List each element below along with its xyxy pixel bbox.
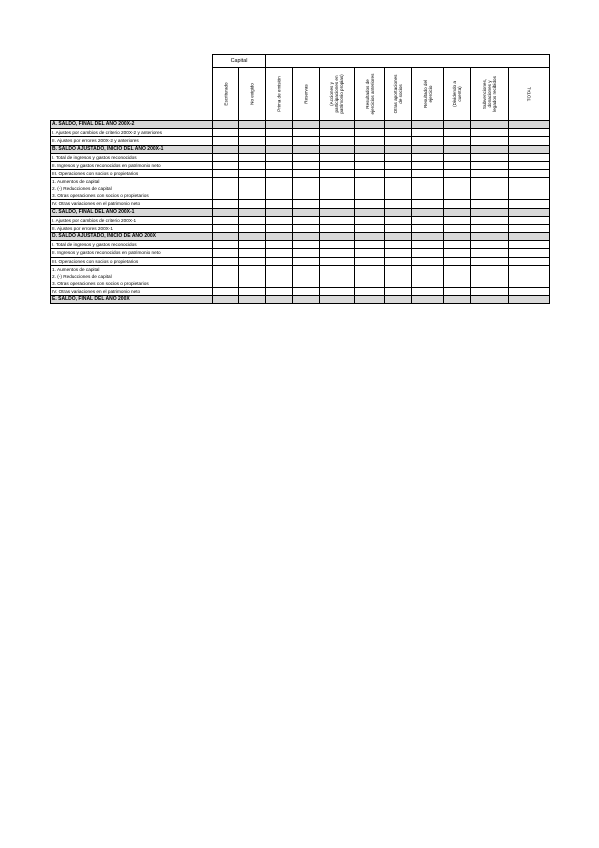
value-cell	[385, 296, 412, 304]
value-cell	[444, 129, 471, 137]
value-cell	[412, 249, 444, 257]
value-cell	[509, 137, 550, 145]
value-cell	[213, 153, 239, 161]
value-cell	[293, 257, 320, 265]
value-cell	[385, 170, 412, 178]
value-cell	[471, 233, 509, 241]
value-cell	[213, 287, 239, 295]
value-cell	[293, 153, 320, 161]
value-cell	[412, 257, 444, 265]
value-cell	[412, 161, 444, 169]
row-label: IV. Otras variaciones en el patrimonio neto	[51, 200, 213, 208]
section-row	[51, 145, 550, 153]
column-header-label: No exigido	[249, 83, 255, 105]
value-cell	[293, 137, 320, 145]
value-cell	[509, 178, 550, 200]
value-cell	[444, 265, 471, 287]
value-cell	[444, 249, 471, 257]
value-cell	[385, 129, 412, 137]
table-row	[51, 178, 550, 200]
value-cell	[239, 170, 266, 178]
value-cell	[471, 145, 509, 153]
value-cell	[320, 296, 355, 304]
value-cell	[239, 216, 266, 224]
row-label: II. Ingresos y gastos reconocidos en patrimonio neto	[51, 161, 213, 169]
equity-table	[50, 54, 550, 304]
value-cell	[239, 241, 266, 249]
row-label: II. Ajustes por errores 200X-2 y anteriores	[51, 137, 213, 145]
row-label: II. Ingresos y gastos reconocidos en patrimonio neto	[51, 249, 213, 257]
value-cell	[293, 216, 320, 224]
row-label: C. SALDO, FINAL DEL AÑO 200X-1	[51, 208, 213, 216]
capital-group-header: Capital	[213, 55, 266, 68]
value-cell	[293, 145, 320, 153]
value-cell	[239, 249, 266, 257]
value-cell	[471, 287, 509, 295]
column-header-label: Otras aportaciones de socios	[392, 74, 403, 114]
value-cell	[320, 178, 355, 200]
table-row	[51, 170, 550, 178]
value-cell	[444, 137, 471, 145]
table-row	[51, 153, 550, 161]
value-cell	[471, 178, 509, 200]
value-cell	[355, 287, 385, 295]
value-cell	[266, 249, 293, 257]
value-cell	[355, 161, 385, 169]
value-cell	[320, 241, 355, 249]
header-blank-cell	[51, 68, 213, 121]
value-cell	[444, 153, 471, 161]
table-row	[51, 216, 550, 224]
value-cell	[355, 170, 385, 178]
value-cell	[355, 224, 385, 232]
value-cell	[385, 161, 412, 169]
row-label: B. SALDO AJUSTADO, INICIO DEL AÑO 200X-1	[51, 145, 213, 153]
value-cell	[266, 265, 293, 287]
value-cell	[239, 145, 266, 153]
value-cell	[385, 241, 412, 249]
value-cell	[293, 296, 320, 304]
table-body	[51, 121, 550, 304]
value-cell	[213, 137, 239, 145]
row-label: I. Total de ingresos y gastos reconocidos	[51, 153, 213, 161]
table-row	[51, 161, 550, 169]
table-row	[51, 200, 550, 208]
value-cell	[444, 287, 471, 295]
value-cell	[266, 208, 293, 216]
value-cell	[213, 200, 239, 208]
column-header	[412, 68, 444, 121]
value-cell	[213, 129, 239, 137]
value-cell	[471, 265, 509, 287]
value-cell	[239, 208, 266, 216]
column-header-label: Subvenciones, donaciones y legados recibidos	[481, 76, 498, 112]
value-cell	[509, 216, 550, 224]
value-cell	[213, 145, 239, 153]
value-cell	[239, 129, 266, 137]
value-cell	[412, 208, 444, 216]
table-row	[51, 224, 550, 232]
value-cell	[385, 200, 412, 208]
column-header-row	[51, 68, 550, 121]
value-cell	[509, 145, 550, 153]
value-cell	[509, 233, 550, 241]
column-header-label: (Acciones y participaciones en patrimonio propias)	[329, 74, 345, 114]
value-cell	[509, 200, 550, 208]
column-header	[385, 68, 412, 121]
value-cell	[213, 241, 239, 249]
value-cell	[509, 153, 550, 161]
value-cell	[412, 129, 444, 137]
value-cell	[444, 145, 471, 153]
value-cell	[320, 233, 355, 241]
value-cell	[320, 129, 355, 137]
column-header	[509, 68, 550, 121]
value-cell	[385, 216, 412, 224]
value-cell	[355, 153, 385, 161]
value-cell	[266, 153, 293, 161]
value-cell	[266, 137, 293, 145]
column-header-label: Prima de emisión	[276, 76, 282, 112]
value-cell	[239, 265, 266, 287]
value-cell	[471, 241, 509, 249]
header-capital-row	[51, 55, 550, 68]
value-cell	[266, 170, 293, 178]
value-cell	[412, 200, 444, 208]
value-cell	[509, 224, 550, 232]
value-cell	[293, 241, 320, 249]
value-cell	[320, 224, 355, 232]
value-cell	[266, 224, 293, 232]
value-cell	[293, 208, 320, 216]
value-cell	[320, 257, 355, 265]
value-cell	[471, 216, 509, 224]
value-cell	[385, 233, 412, 241]
column-header-label: TOTAL	[526, 86, 532, 102]
value-cell	[471, 200, 509, 208]
value-cell	[355, 216, 385, 224]
value-cell	[412, 216, 444, 224]
value-cell	[412, 265, 444, 287]
value-cell	[471, 224, 509, 232]
row-label: 1. Aumentos de capital 2. (-) Reducciones de capital 3. Otras operaciones con socios o propietarios	[51, 178, 213, 200]
value-cell	[509, 161, 550, 169]
value-cell	[320, 137, 355, 145]
row-label: I. Total de ingresos y gastos reconocidos	[51, 241, 213, 249]
value-cell	[266, 257, 293, 265]
section-row	[51, 233, 550, 241]
column-header	[213, 68, 239, 121]
value-cell	[509, 170, 550, 178]
value-cell	[293, 224, 320, 232]
value-cell	[385, 265, 412, 287]
value-cell	[266, 296, 293, 304]
value-cell	[444, 161, 471, 169]
value-cell	[293, 200, 320, 208]
value-cell	[213, 233, 239, 241]
value-cell	[355, 265, 385, 287]
value-cell	[471, 208, 509, 216]
value-cell	[213, 249, 239, 257]
value-cell	[444, 257, 471, 265]
row-label: III. Operaciones con socios o propietarios	[51, 257, 213, 265]
value-cell	[213, 265, 239, 287]
value-cell	[355, 208, 385, 216]
value-cell	[509, 208, 550, 216]
value-cell	[213, 161, 239, 169]
row-label: D. SALDO AJUSTADO, INICIO DE AÑO 200X	[51, 233, 213, 241]
value-cell	[320, 265, 355, 287]
value-cell	[213, 296, 239, 304]
value-cell	[412, 287, 444, 295]
value-cell	[412, 178, 444, 200]
column-header	[293, 68, 320, 121]
value-cell	[444, 296, 471, 304]
value-cell	[444, 233, 471, 241]
value-cell	[444, 178, 471, 200]
value-cell	[355, 249, 385, 257]
value-cell	[412, 145, 444, 153]
value-cell	[412, 296, 444, 304]
value-cell	[412, 241, 444, 249]
value-cell	[471, 170, 509, 178]
value-cell	[239, 296, 266, 304]
value-cell	[412, 153, 444, 161]
value-cell	[266, 145, 293, 153]
value-cell	[355, 129, 385, 137]
value-cell	[385, 249, 412, 257]
column-header	[355, 68, 385, 121]
value-cell	[412, 224, 444, 232]
row-label: E. SALDO, FINAL DEL AÑO 200X	[51, 296, 213, 304]
value-cell	[239, 153, 266, 161]
value-cell	[320, 208, 355, 216]
value-cell	[444, 208, 471, 216]
table-row	[51, 249, 550, 257]
table-row	[51, 287, 550, 295]
value-cell	[293, 161, 320, 169]
value-cell	[444, 241, 471, 249]
value-cell	[239, 178, 266, 200]
value-cell	[412, 170, 444, 178]
column-header	[239, 68, 266, 121]
table-row	[51, 265, 550, 287]
value-cell	[266, 241, 293, 249]
value-cell	[293, 265, 320, 287]
table-row	[51, 129, 550, 137]
value-cell	[385, 287, 412, 295]
value-cell	[266, 178, 293, 200]
value-cell	[266, 216, 293, 224]
value-cell	[471, 129, 509, 137]
value-cell	[471, 161, 509, 169]
value-cell	[385, 145, 412, 153]
value-cell	[385, 224, 412, 232]
value-cell	[385, 178, 412, 200]
value-cell	[385, 153, 412, 161]
value-cell	[355, 241, 385, 249]
value-cell	[509, 296, 550, 304]
value-cell	[320, 161, 355, 169]
row-label: 1. Aumentos de capital 2. (-) Reducciones de capital 3. Otras operaciones con socios o propietarios	[51, 265, 213, 287]
value-cell	[355, 257, 385, 265]
section-row	[51, 121, 550, 129]
value-cell	[266, 233, 293, 241]
value-cell	[355, 233, 385, 241]
value-cell	[320, 170, 355, 178]
column-header-label: Resultado del ejercicio	[422, 79, 433, 109]
value-cell	[239, 224, 266, 232]
value-cell	[213, 208, 239, 216]
column-header	[320, 68, 355, 121]
value-cell	[293, 287, 320, 295]
value-cell	[355, 200, 385, 208]
value-cell	[239, 137, 266, 145]
column-header-label: (Dividendo a cuenta)	[451, 81, 462, 107]
section-row	[51, 208, 550, 216]
value-cell	[213, 257, 239, 265]
value-cell	[355, 296, 385, 304]
row-label: I. Ajustes por cambios de criterio 200X-2 y anteriores	[51, 129, 213, 137]
header-blank-cell	[51, 55, 213, 68]
row-label: IV. Otras variaciones en el patrimonio neto	[51, 287, 213, 295]
value-cell	[471, 257, 509, 265]
value-cell	[213, 224, 239, 232]
column-header	[266, 68, 293, 121]
section-row	[51, 296, 550, 304]
column-header	[444, 68, 471, 121]
table-row	[51, 257, 550, 265]
value-cell	[509, 249, 550, 257]
value-cell	[509, 257, 550, 265]
value-cell	[320, 153, 355, 161]
value-cell	[509, 265, 550, 287]
equity-changes-statement	[50, 54, 550, 304]
value-cell	[320, 200, 355, 208]
table-row	[51, 241, 550, 249]
value-cell	[239, 200, 266, 208]
value-cell	[293, 129, 320, 137]
value-cell	[355, 137, 385, 145]
row-label: II. Ajustes por errores 200X-1	[51, 224, 213, 232]
value-cell	[266, 200, 293, 208]
value-cell	[293, 233, 320, 241]
column-header-label: Escriturado	[222, 82, 228, 106]
column-header-label: Reservas	[303, 84, 309, 104]
row-label: I. Ajustes por cambios de criterio 200X-1	[51, 216, 213, 224]
value-cell	[213, 178, 239, 200]
value-cell	[509, 129, 550, 137]
value-cell	[385, 257, 412, 265]
value-cell	[320, 249, 355, 257]
value-cell	[213, 216, 239, 224]
value-cell	[213, 170, 239, 178]
value-cell	[266, 161, 293, 169]
value-cell	[412, 233, 444, 241]
value-cell	[239, 161, 266, 169]
value-cell	[239, 257, 266, 265]
row-label: A. SALDO, FINAL DEL AÑO 200X-2	[51, 121, 213, 129]
value-cell	[471, 296, 509, 304]
row-label: III. Operaciones con socios o propietarios	[51, 170, 213, 178]
value-cell	[293, 178, 320, 200]
table-row	[51, 137, 550, 145]
value-cell	[444, 170, 471, 178]
value-cell	[509, 287, 550, 295]
column-header-label: Resultados de ejercicios anteriores	[364, 73, 375, 115]
value-cell	[239, 287, 266, 295]
value-cell	[320, 216, 355, 224]
value-cell	[320, 145, 355, 153]
value-cell	[293, 170, 320, 178]
value-cell	[266, 287, 293, 295]
value-cell	[320, 287, 355, 295]
value-cell	[293, 249, 320, 257]
column-header	[471, 68, 509, 121]
value-cell	[385, 208, 412, 216]
value-cell	[471, 153, 509, 161]
value-cell	[444, 200, 471, 208]
value-cell	[385, 137, 412, 145]
value-cell	[239, 233, 266, 241]
value-cell	[355, 178, 385, 200]
value-cell	[444, 224, 471, 232]
value-cell	[266, 129, 293, 137]
value-cell	[471, 249, 509, 257]
value-cell	[412, 137, 444, 145]
value-cell	[509, 241, 550, 249]
value-cell	[355, 145, 385, 153]
value-cell	[444, 216, 471, 224]
value-cell	[471, 137, 509, 145]
